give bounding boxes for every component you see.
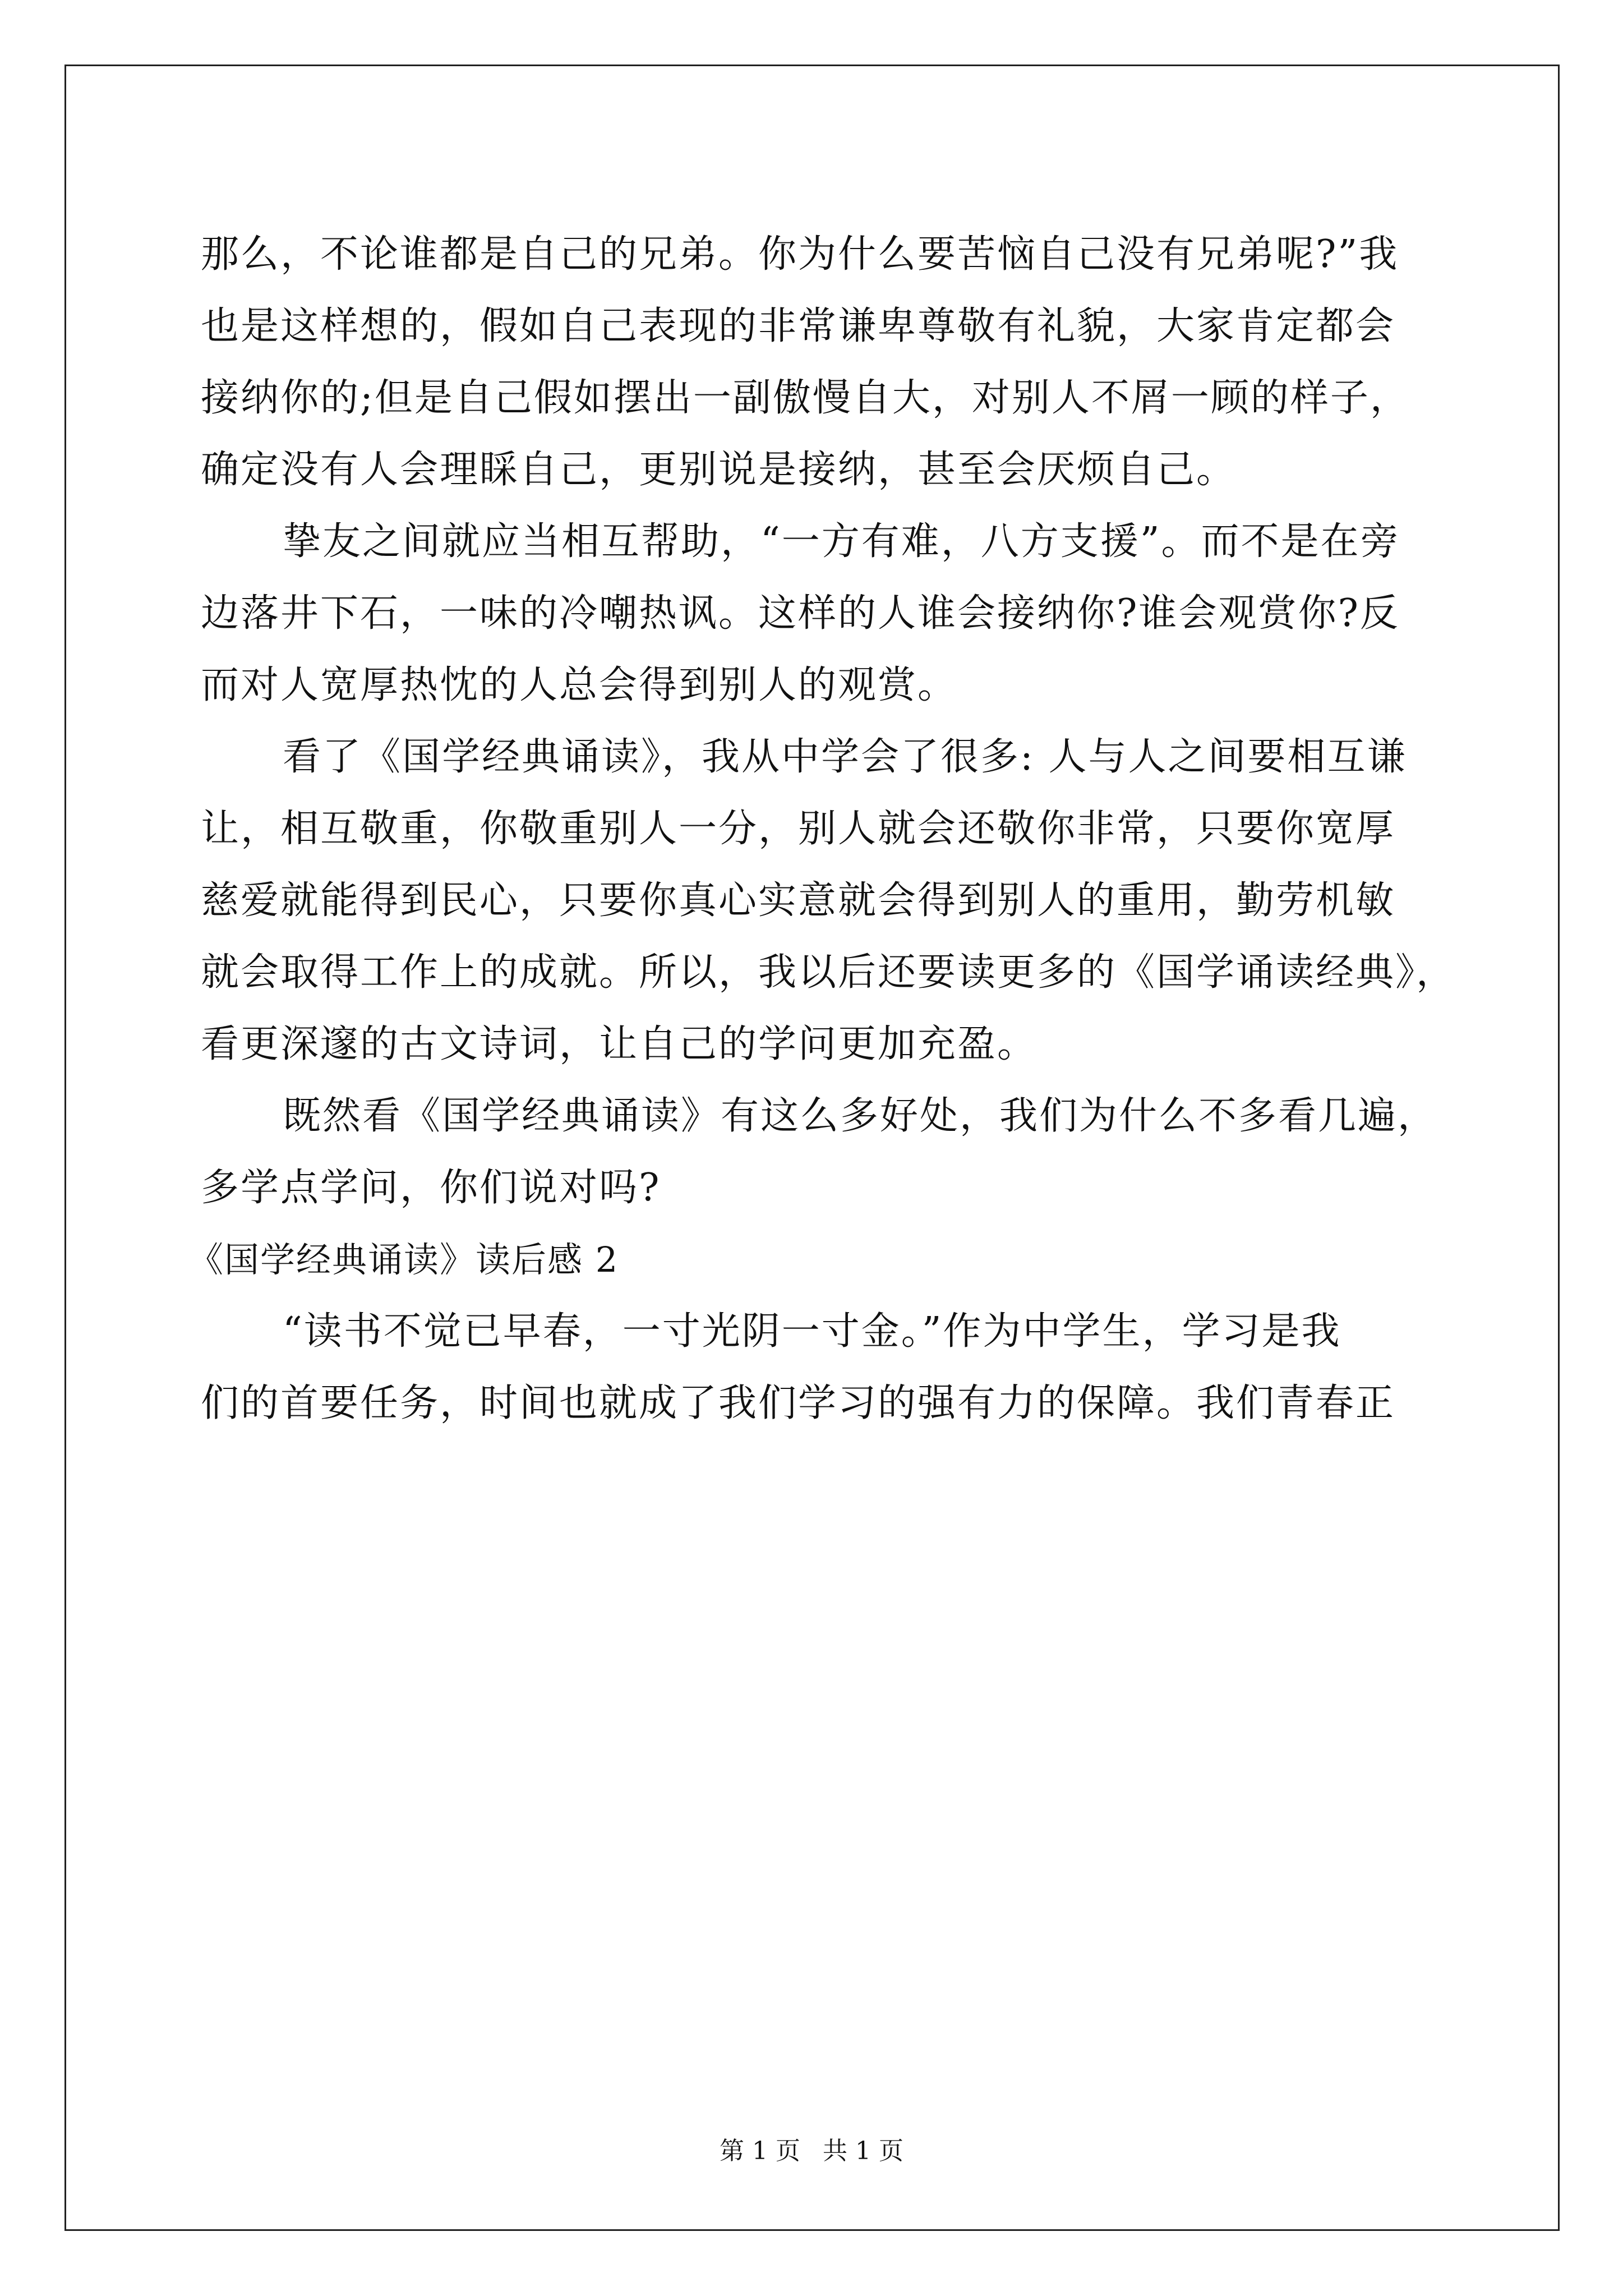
paragraph-line: 就会取得工作上的成就。所以，我以后还要读更多的《国学诵读经典》， bbox=[201, 950, 1456, 995]
paragraph-line: 让，相互敬重，你敬重别人一分，别人就会还敬你非常，只要你宽厚 bbox=[201, 807, 1396, 851]
page-number: 第 1 页 bbox=[720, 2137, 800, 2165]
paragraph-line: 边落井下石，一味的冷嘲热讽。这样的人谁会接纳你?谁会观赏你?反 bbox=[201, 591, 1400, 636]
document-body bbox=[188, 219, 1485, 1439]
page-footer bbox=[0, 2134, 1623, 2168]
paragraph-line: 看更深邃的古文诗词，让自己的学问更加充盈。 bbox=[201, 1022, 1038, 1066]
paragraph-line: 们的首要任务，时间也就成了我们学习的强有力的保障。我们青春正 bbox=[201, 1381, 1396, 1425]
paragraph-line: 挚友之间就应当相互帮助，“一方有难，八方支援”。而不是在旁 bbox=[283, 519, 1400, 564]
section-heading: 《国学经典诵读》读后感 2 bbox=[188, 1239, 619, 1280]
paragraph-line: 多学点学问，你们说对吗? bbox=[201, 1166, 661, 1210]
paragraph-line: 看了《国学经典诵读》，我从中学会了很多: 人与人之间要相互谦 bbox=[283, 735, 1407, 779]
paragraph-line: 那么，不论谁都是自己的兄弟。你为什么要苦恼自己没有兄弟呢?”我 bbox=[201, 232, 1399, 277]
paragraph-line: 而对人宽厚热忱的人总会得到别人的观赏。 bbox=[201, 663, 958, 707]
paragraph-line: 确定没有人会理睬自己，更别说是接纳，甚至会厌烦自己。 bbox=[201, 448, 1237, 492]
paragraph-line: 接纳你的;但是自己假如摆出一副傲慢自大，对别人不屑一顾的样子， bbox=[201, 376, 1410, 420]
paragraph-line: 慈爱就能得到民心，只要你真心实意就会得到别人的重用，勤劳机敏 bbox=[201, 878, 1396, 923]
paragraph-line: 也是这样想的，假如自己表现的非常谦卑尊敬有礼貌，大家肯定都会 bbox=[201, 304, 1396, 348]
page-total: 共 1 页 bbox=[823, 2137, 903, 2165]
paragraph-line: 既然看《国学经典诵读》有这么多好处，我们为什么不多看几遍， bbox=[283, 1094, 1438, 1138]
paragraph-line: “读书不觉已早春，一寸光阴一寸金。”作为中学生，学习是我 bbox=[283, 1309, 1341, 1354]
